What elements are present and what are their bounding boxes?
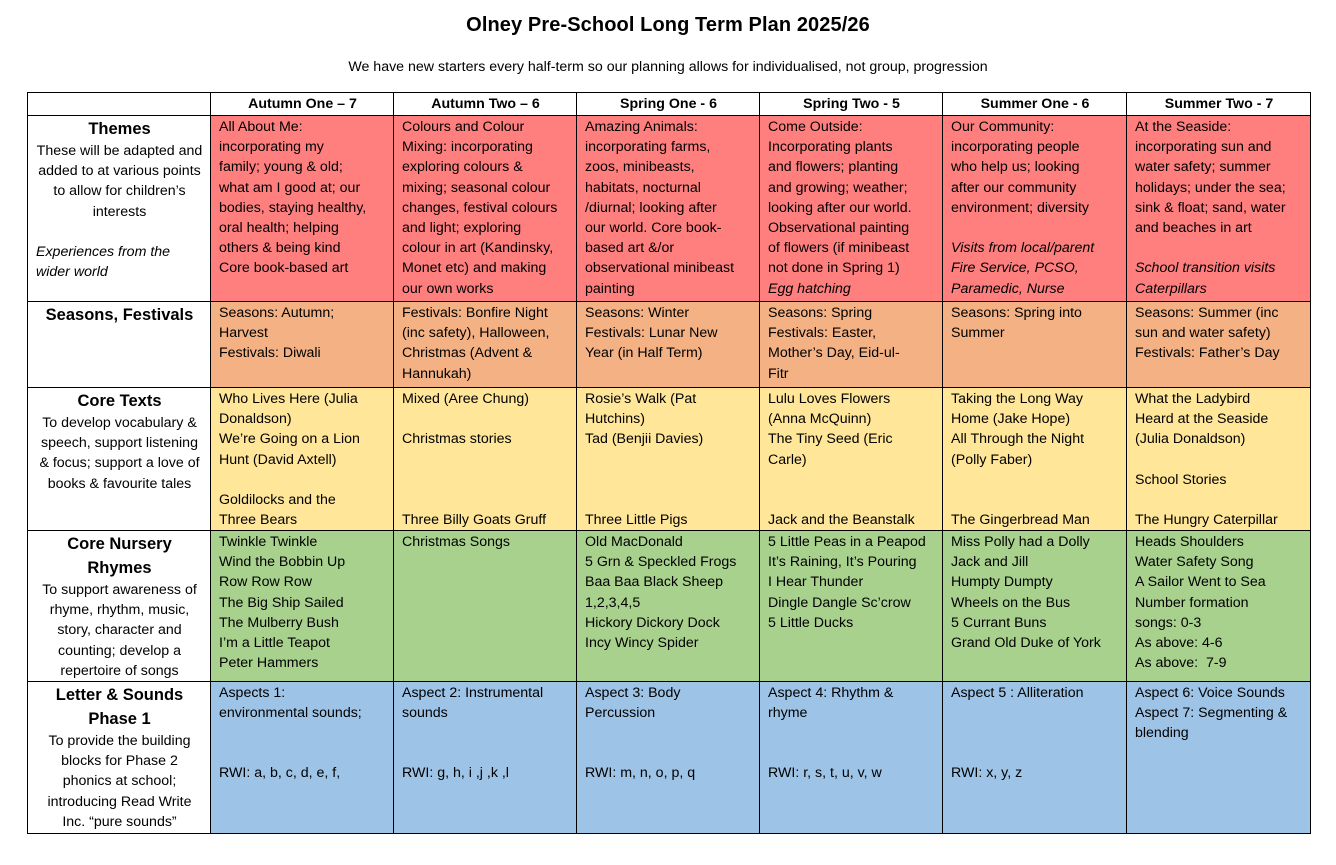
cell-line: Year (in Half Term) (585, 345, 703, 362)
row-description: To support awareness of rhyme, rhythm, music, story, character and counting; develop a repertoire of songs (42, 582, 197, 679)
cell-line: songs: 0-3 (1135, 614, 1202, 631)
cell-line: our world. Core book- (585, 220, 722, 237)
seasons-cell (577, 302, 760, 388)
cell-line: We’re Going on a Lion (219, 431, 360, 448)
cell-line: Lulu Loves Flowers (768, 391, 891, 407)
cell-line: Percussion (585, 705, 656, 722)
cell-line: Fire Service, PCSO, (951, 260, 1079, 277)
seasons-cell (760, 302, 943, 388)
cell-line: Who Lives Here (Julia (219, 391, 358, 407)
cell-line: Core book-based art (219, 260, 349, 277)
cell-line (1135, 238, 1303, 258)
nursery-rhymes-cell (394, 531, 577, 682)
letters-sounds-row-header (28, 682, 211, 834)
core-texts-row (28, 388, 1311, 531)
cell-line: Rosie’s Walk (Pat (585, 391, 697, 407)
cell-line: Festivals: Lunar New (585, 325, 718, 342)
cell-line: Aspect 7: Segmenting & (1135, 705, 1288, 722)
cell-line: School transition visits (1135, 260, 1276, 277)
cell-line: Fitr (768, 365, 789, 382)
cell-line: Aspect 2: Instrumental (402, 685, 544, 702)
cell-line: Incorporating plants (768, 139, 893, 156)
cell-line: The Mulberry Bush (219, 614, 339, 631)
cell-line: what am I good at; our (219, 179, 361, 196)
cell-line: Heard at the Seaside (1135, 411, 1269, 428)
cell-line: Miss Polly had a Dolly (951, 534, 1090, 550)
cell-line: sink & float; sand, water (1135, 199, 1286, 216)
cell-line: painting (585, 280, 635, 297)
themes-row (28, 116, 1311, 302)
row-title: Letter & Sounds Phase 1 (55, 686, 184, 729)
cell-line: Seasons: Autumn; (219, 305, 335, 321)
cell-line: Mixing: incorporating (402, 139, 533, 156)
cell-line: Visits from local/parent (951, 240, 1095, 257)
cell-line: (Julia Donaldson) (1135, 431, 1246, 448)
cell-line: our own works (402, 280, 494, 297)
column-header: Spring Two - 5 (760, 93, 943, 116)
cell-line (1135, 450, 1303, 470)
cell-line: 1,2,3,4,5 (585, 594, 641, 611)
letters-sounds-row (28, 682, 1311, 834)
cell-line: The Hungry Caterpillar (1135, 511, 1278, 528)
cell-line: Aspects 1: (219, 685, 286, 702)
cell-line: sounds (402, 705, 448, 722)
cell-line: Carle) (768, 451, 807, 468)
cell-line: RWI: m, n, o, p, q (585, 765, 696, 782)
cell-line: A Sailor Went to Sea (1135, 574, 1266, 591)
core-texts-row-header (28, 388, 211, 531)
seasons-row (28, 302, 1311, 388)
core-texts-cell (943, 388, 1127, 531)
cell-line: colour in art (Kandinsky, (402, 240, 554, 257)
cell-line: observational minibeast (585, 260, 735, 277)
cell-line: Row Row Row (219, 574, 313, 591)
cell-line: Hunt (David Axtell) (219, 451, 337, 468)
cell-line: Our Community: (951, 119, 1055, 135)
cell-line: bodies, staying healthy, (219, 199, 367, 216)
nursery-rhymes-cell (211, 531, 394, 682)
nursery-rhymes-cell (943, 531, 1127, 682)
cell-line: based art &/or (585, 240, 675, 257)
cell-line: Festivals: Father’s Day (1135, 345, 1280, 362)
cell-line (402, 409, 569, 429)
cell-line: family; young & old; (219, 159, 343, 176)
themes-cell (760, 116, 943, 302)
cell-line: Water Safety Song (1135, 554, 1254, 571)
cell-line: changes, festival colours (402, 199, 558, 216)
cell-line: Jack and the Beanstalk (768, 511, 915, 528)
cell-line: environment; diversity (951, 199, 1089, 216)
cell-line: oral health; helping (219, 220, 339, 237)
cell-line: The Tiny Seed (Eric (768, 431, 893, 448)
row-title: Themes (88, 120, 151, 138)
cell-line: (Anna McQuinn) (768, 411, 872, 428)
themes-cell (394, 116, 577, 302)
cell-line: Seasons: Spring into (951, 305, 1082, 321)
themes-cell (577, 116, 760, 302)
page-title: Olney Pre-School Long Term Plan 2025/26 (466, 14, 870, 36)
cell-line: zoos, minibeasts, (585, 159, 695, 176)
column-header: Summer Two - 7 (1127, 93, 1311, 116)
cell-line: Dingle Dangle Sc’crow (768, 594, 911, 611)
cell-line: Hutchins) (585, 411, 645, 428)
cell-line: Seasons: Spring (768, 305, 873, 321)
cell-line: incorporating my (219, 139, 324, 156)
cell-line: Goldilocks and the (219, 492, 336, 509)
cell-line: exploring colours & (402, 159, 523, 176)
cell-line: Taking the Long Way (951, 391, 1083, 407)
letters-sounds-cell (760, 682, 943, 834)
seasons-cell (211, 302, 394, 388)
themes-row-header (28, 116, 211, 302)
cell-line: All About Me: (219, 119, 303, 135)
cell-line: Summer (951, 325, 1005, 342)
row-description: These will be adapted and added to at various points to allow for children’s interests (36, 143, 203, 220)
nursery-rhymes-cell (577, 531, 760, 682)
cell-line: Egg hatching (768, 280, 851, 297)
letters-sounds-cell (943, 682, 1127, 834)
cell-line: who help us; looking (951, 159, 1080, 176)
column-header: Autumn One – 7 (211, 93, 394, 116)
cell-line: blending (1135, 725, 1189, 742)
cell-line: Festivals: Diwali (219, 345, 321, 362)
cell-line: after our community (951, 179, 1077, 196)
cell-line: It’s Raining, It’s Pouring (768, 554, 917, 571)
column-header: Autumn Two – 6 (394, 93, 577, 116)
cell-line: Grand Old Duke of York (951, 635, 1101, 652)
cell-line: Peter Hammers (219, 655, 319, 672)
cell-line: Hickory Dickory Dock (585, 614, 720, 631)
cell-line: Paramedic, Nurse (951, 280, 1065, 297)
cell-line: (inc safety), Halloween, (402, 325, 550, 342)
cell-line: Hannukah) (402, 365, 472, 382)
row-note: Experiences from the wider world (36, 244, 171, 281)
cell-line: Colours and Colour (402, 119, 525, 135)
letters-sounds-cell (1127, 682, 1311, 834)
cell-line: RWI: r, s, t, u, v, w (768, 765, 882, 782)
cell-line: Aspect 5 : Alliteration (951, 685, 1084, 702)
column-header: Spring One - 6 (577, 93, 760, 116)
cell-line: Home (Jake Hope) (951, 411, 1071, 428)
cell-line: As above: 7-9 (1135, 655, 1227, 672)
row-title: Core Nursery Rhymes (67, 535, 172, 577)
letters-sounds-cell (394, 682, 577, 834)
cell-line: Three Bears (219, 511, 298, 528)
cell-line: 5 Little Peas in a Peapod (768, 534, 926, 550)
cell-line: Baa Baa Black Sheep (585, 574, 724, 591)
cell-line: incorporating sun and (1135, 139, 1272, 156)
cell-line: I Hear Thunder (768, 574, 864, 591)
nursery-rhymes-cell (760, 531, 943, 682)
cell-line (219, 470, 386, 490)
cell-line: Old MacDonald (585, 534, 683, 550)
cell-line: Twinkle Twinkle (219, 534, 318, 550)
cell-line: The Big Ship Sailed (219, 594, 344, 611)
row-title: Core Texts (77, 392, 162, 410)
cell-line: mixing; seasonal colour (402, 179, 551, 196)
cell-line: incorporating farms, (585, 139, 711, 156)
cell-line: others & being kind (219, 240, 341, 257)
core-texts-cell (760, 388, 943, 531)
cell-line: Come Outside: (768, 119, 863, 135)
themes-cell (943, 116, 1127, 302)
header-row (28, 93, 1311, 116)
cell-line: Festivals: Bonfire Night (402, 305, 548, 321)
cell-line: Seasons: Summer (inc (1135, 305, 1279, 321)
cell-line: RWI: g, h, i ,j ,k ,l (402, 765, 509, 782)
core-texts-cell (1127, 388, 1311, 531)
cell-line: Number formation (1135, 594, 1249, 611)
nursery-rhymes-cell (1127, 531, 1311, 682)
page-subtitle: We have new starters every half-term so our planning allows for individualised, not group, progression (348, 59, 988, 75)
cell-line: At the Seaside: (1135, 119, 1232, 135)
cell-line: Incy Wincy Spider (585, 635, 699, 652)
cell-line: Humpty Dumpty (951, 574, 1053, 591)
cell-line: Christmas (Advent & (402, 345, 533, 362)
cell-line: not done in Spring 1) (768, 260, 900, 277)
core-texts-cell (577, 388, 760, 531)
row-title: Seasons, Festivals (45, 306, 194, 324)
cell-line: As above: 4-6 (1135, 635, 1223, 652)
themes-cell (1127, 116, 1311, 302)
seasons-cell (1127, 302, 1311, 388)
cell-line (951, 218, 1119, 238)
cell-line: Christmas stories (402, 431, 512, 448)
cell-line: Aspect 3: Body (585, 685, 681, 702)
cell-line: of flowers (if minibeast (768, 240, 910, 257)
cell-line: incorporating people (951, 139, 1080, 156)
letters-sounds-cell (211, 682, 394, 834)
cell-line: /diurnal; looking after (585, 199, 717, 216)
cell-line: Jack and Jill (951, 554, 1029, 571)
cell-line: 5 Currant Buns (951, 614, 1047, 631)
cell-line: Christmas Songs (402, 534, 511, 550)
row-description: To provide the building blocks for Phase 2 phonics at school; introducing Read Write Inc. “pure sounds” (47, 733, 192, 830)
cell-line: and light; exploring (402, 220, 522, 237)
cell-line: habitats, nocturnal (585, 179, 701, 196)
core-texts-cell (211, 388, 394, 531)
cell-line: rhyme (768, 705, 808, 722)
core-texts-cell (394, 388, 577, 531)
cell-line: looking after our world. (768, 199, 912, 216)
cell-line: I’m a Little Teapot (219, 635, 330, 652)
seasons-cell (394, 302, 577, 388)
cell-line: environmental sounds; (219, 705, 362, 722)
cell-line: Wheels on the Bus (951, 594, 1071, 611)
cell-line: School Stories (1135, 471, 1227, 488)
cell-line: Aspect 6: Voice Sounds (1135, 685, 1285, 702)
cell-line: Mother’s Day, Eid-ul- (768, 345, 900, 362)
cell-line: 5 Grn & Speckled Frogs (585, 554, 737, 571)
letters-sounds-cell (577, 682, 760, 834)
cell-line: holidays; under the sea; (1135, 179, 1286, 196)
cell-line: Mixed (Aree Chung) (402, 391, 529, 407)
cell-line: Festivals: Easter, (768, 325, 877, 342)
cell-line: Three Billy Goats Gruff (402, 511, 547, 528)
cell-line: Tad (Benjii Davies) (585, 431, 704, 448)
cell-line: Heads Shoulders (1135, 534, 1244, 550)
cell-line: and flowers; planting (768, 159, 899, 176)
seasons-cell (943, 302, 1127, 388)
cell-line: Wind the Bobbin Up (219, 554, 346, 571)
cell-line: Donaldson) (219, 411, 292, 428)
themes-cell (211, 116, 394, 302)
cell-line: The Gingerbread Man (951, 511, 1090, 528)
cell-line: (Polly Faber) (951, 451, 1033, 468)
cell-line: Monet etc) and making (402, 260, 547, 277)
long-term-plan-table (27, 92, 1311, 834)
column-header: Summer One - 6 (943, 93, 1127, 116)
cell-line: and beaches in art (1135, 220, 1252, 237)
nursery-rhymes-row (28, 531, 1311, 682)
cell-line: What the Ladybird (1135, 391, 1251, 407)
cell-line: RWI: a, b, c, d, e, f, (219, 765, 341, 782)
cell-line: RWI: x, y, z (951, 765, 1023, 782)
cell-line: water safety; summer (1135, 159, 1271, 176)
cell-line: Harvest (219, 325, 268, 342)
cell-line: Aspect 4: Rhythm & (768, 685, 894, 702)
cell-line: 5 Little Ducks (768, 614, 854, 631)
row-description: To develop vocabulary & speech, support listening & focus; support a love of books & favourite tales (39, 415, 200, 492)
corner-cell (28, 93, 211, 116)
cell-line: Three Little Pigs (585, 511, 688, 528)
cell-line: All Through the Night (951, 431, 1085, 448)
nursery-rhymes-row-header (28, 531, 211, 682)
cell-line: Observational painting (768, 220, 910, 237)
cell-line: and growing; weather; (768, 179, 908, 196)
cell-line: Amazing Animals: (585, 119, 698, 135)
seasons-row-header (28, 302, 211, 388)
cell-line: Seasons: Winter (585, 305, 690, 321)
cell-line: sun and water safety) (1135, 325, 1271, 342)
cell-line: Caterpillars (1135, 280, 1207, 297)
